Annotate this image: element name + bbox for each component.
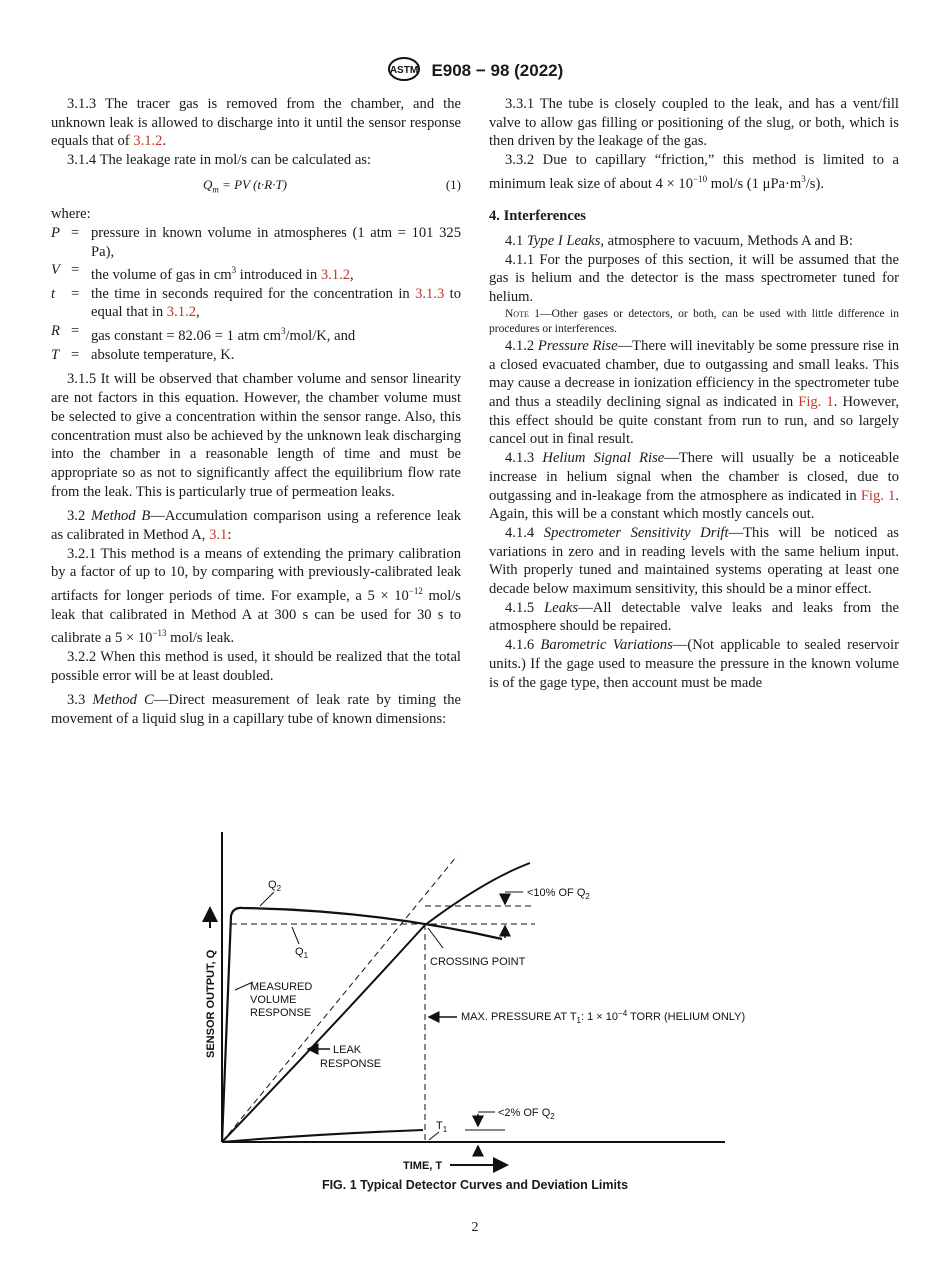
section-heading-interferences: 4. Interferences <box>489 208 586 225</box>
ref-3-1-2[interactable]: 3.1.2 <box>320 267 351 284</box>
equation-number: (1) <box>445 176 461 192</box>
astm-logo-icon <box>387 56 421 87</box>
para-3-2: 3.2 Method B—Accumulation comparison using a reference leak as calibrated in Method A, 3.1: <box>51 508 461 544</box>
para-3-3: 3.3 Method C—Direct measurement of leak rate by timing the movement of a liquid slug in a capillary tube of known dimensions: <box>51 692 462 728</box>
para-3-1-4: 3.1.4 The leakage rate in mol/s can be calculated as: <box>67 152 372 169</box>
para-3-1-3: 3.1.3 The tracer gas is removed from the chamber, and the unknown leak is allowed to discharge into it until the sensor response equals that of 3.1.2. <box>51 96 461 150</box>
para-4-1-4: 4.1.4 Spectrometer Sensitivity Drift—This will be noticed as variations in zero and in reading levels with the same helium input. With properly tuned and maintained systems operating at least one decade below maximum sensitivity, this should be a minor effect. <box>489 524 899 598</box>
equation-1: $Q_m$ = PV (t·R·T) (1) <box>51 176 461 199</box>
para-3-2-2: 3.2.2 When this method is used, it should be realized that the total possible error will be at least doubled. <box>51 649 461 684</box>
logo-text: ASTM <box>389 65 418 76</box>
x-axis-label: TIME, T <box>403 1160 443 1172</box>
note-1: Note 1—Other gases or detectors, or both, can be used with little difference in procedures or interferences. <box>489 307 899 335</box>
def-v: V = the volume of gas in $cm^3$ introduced in 3.1.2, <box>51 262 354 284</box>
figure-1 <box>195 820 755 1180</box>
left-column <box>51 95 461 729</box>
def-p: P = pressure in known volume in atmospheres (1 atm = 101 325 Pa), <box>51 224 461 260</box>
crossing-point-label: CROSSING POINT <box>430 956 526 968</box>
para-4-1-6: 4.1.6 Barometric Variations—(Not applicable to sealed reservoir units.) If the gage used to measure the pressure in the known volume is of the gage type, then account must be made <box>489 637 899 691</box>
para-4-1-1: 4.1.1 For the purposes of this section, it will be assumed that the gas is helium and the detector is the mass spectrometer tuned for helium. <box>489 251 899 306</box>
label-2-percent: <2% OF $Q_2$ <box>498 1107 555 1121</box>
para-4-1-2: 4.1.2 Pressure Rise—There will inevitably be some pressure rise in a closed evacuated chamber, due to outgassing and small leaks. This may cause a decrease in ionization efficiency in the spectrometer tube and thus a steadily declining signal as indicated in Fig. 1. However, this effect should be quite constant from run to run, and so largely cancel out in final result. <box>489 337 899 448</box>
ref-3-1-2[interactable]: 3.1.2 <box>166 304 196 321</box>
para-3-3-2: 3.3.2 Due to capillary “friction,” this method is limited to a minimum leak size of about $4 \times 10^{-10}$ mol/s (1 $\mu Pa\cdot m^3/s$). <box>489 152 899 192</box>
def-t: t = the time in seconds required for the concentration in 3.1.3 to equal that in 3.1.2, <box>51 285 461 321</box>
page-number: 2 <box>471 1220 479 1235</box>
q1-label: $Q_1$ <box>295 946 309 960</box>
q2-label: $Q_2$ <box>268 879 282 893</box>
detector-curves-diagram <box>195 820 755 1180</box>
ref-fig-1[interactable]: Fig. 1 <box>860 487 896 504</box>
y-axis-label: SENSOR OUTPUT, Q <box>205 949 217 1058</box>
measured-volume-response-label: MEASURED VOLUME RESPONSE <box>250 981 313 1019</box>
standard-designation: E908 − 98 (2022) <box>431 60 564 80</box>
leak-response-label: LEAK RESPONSE <box>320 1044 382 1070</box>
para-4-1-5: 4.1.5 Leaks—All detectable valve leaks and leaks from the atmosphere should be repaired. <box>489 599 899 635</box>
helium-signal-rise-curve <box>222 1130 423 1142</box>
label-10-percent: <10% OF $Q_2$ <box>527 887 590 901</box>
measured-volume-response-curve <box>222 908 502 1142</box>
ref-3-1-3[interactable]: 3.1.3 <box>415 285 445 302</box>
right-column <box>489 95 899 692</box>
para-3-3-1: 3.3.1 The tube is closely coupled to the leak, and has a vent/fill valve to allow gas filling or positioning of the slug, or both, which is then driven by the leakage of the gas. <box>489 96 899 150</box>
ref-fig-1[interactable]: Fig. 1 <box>798 394 834 410</box>
page-header <box>0 56 950 87</box>
max-pressure-label: MAX. PRESSURE AT $T_1$: $1 \times 10^{-4}$ TORR (HELIUM ONLY) <box>461 1009 746 1025</box>
ref-3-1[interactable]: 3.1 <box>209 527 228 544</box>
figure-caption: FIG. 1 Typical Detector Curves and Deviation Limits <box>321 1178 629 1192</box>
para-4-1: 4.1 Type I Leaks, atmosphere to vacuum, Methods A and B: <box>505 233 853 250</box>
ref-3-1-2[interactable]: 3.1.2 <box>133 133 163 150</box>
t1-label: $T_1$ <box>436 1120 448 1134</box>
para-3-2-1: 3.2.1 This method is a means of extending the primary calibration by a factor of up to 10, by comparing with previously-calibrated leak artifacts for longer periods of time. For example, a $5 \times 10^{-12}$ mol/s leak that calibrated in Method A at 300 s can be used for 30 s to calibrate a $5 \times 10^{-13}$ mol/s leak. <box>51 545 461 647</box>
variable-definitions <box>51 224 461 365</box>
def-r: R = gas constant = 82.06 = 1 atm $cm^3/mol/K$, and <box>51 323 356 345</box>
def-temp: T = absolute temperature, K. <box>51 346 235 363</box>
para-3-1-5: 3.1.5 It will be observed that chamber volume and sensor linearity are not factors in this equation. However, the chamber volume must be selected to give a concentration within the sensor range. Also, this concentration must also be achieved by the unknown leak discharging into the chamber in a reasonable length of time and must be appropriate so as not to significantly affect the equilibrium flow rate from the leak. This is particularly true of permeation leaks. <box>51 371 461 500</box>
where-label: where: <box>51 206 91 223</box>
para-4-1-3: 4.1.3 Helium Signal Rise—There will usually be a noticeable increase in helium signal when the chamber is closed, due to outgassing and in-leakage from the atmosphere as indicated in Fig. 1. Again, this will be a constant which mostly cancels out. <box>489 450 900 523</box>
